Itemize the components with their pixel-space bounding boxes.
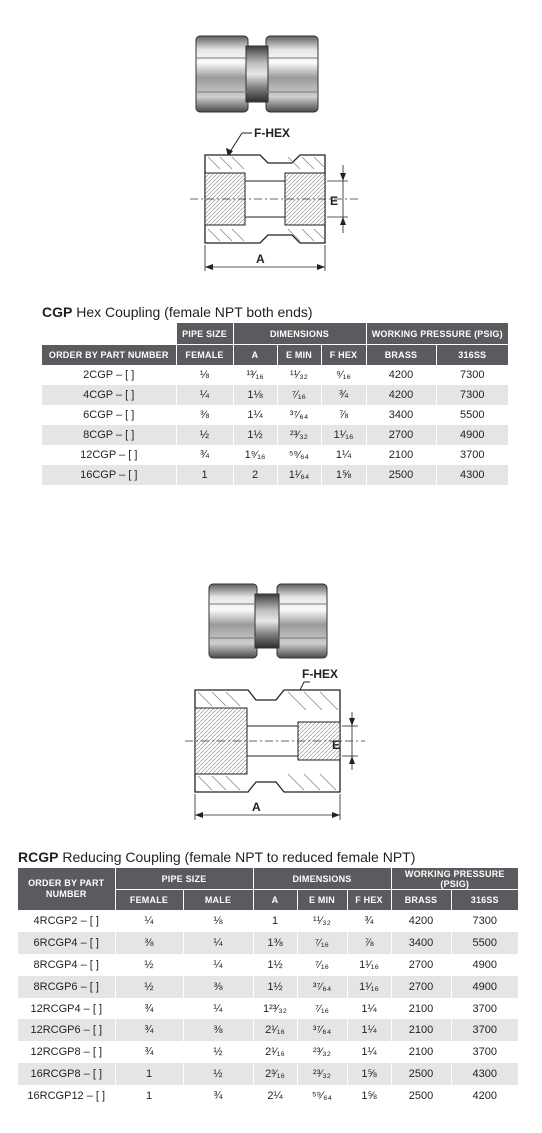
table-cell: 2700 bbox=[366, 425, 436, 445]
table-cell: 1¹⁄₁₆ bbox=[321, 425, 366, 445]
table-cell: 1¼ bbox=[347, 998, 391, 1020]
table-cell: 1½ bbox=[233, 425, 277, 445]
part-number-cell: 16RCGP12 – [ ] bbox=[18, 1085, 115, 1107]
column-header: FEMALE bbox=[176, 345, 233, 366]
table-cell: 5500 bbox=[451, 932, 518, 954]
table-row bbox=[42, 385, 508, 405]
table-cell: 2¹⁄₁₆ bbox=[253, 1019, 297, 1041]
table-cell: 1 bbox=[115, 1085, 183, 1107]
table-cell: ¼ bbox=[115, 910, 183, 932]
table-cell: 1⅝ bbox=[347, 1063, 391, 1085]
table-cell: 1¹⁄₁₆ bbox=[347, 954, 391, 976]
table-cell: ³⁷⁄₆₄ bbox=[297, 976, 347, 998]
table-cell: ⁷⁄₁₆ bbox=[297, 932, 347, 954]
table-cell: ³⁷⁄₆₄ bbox=[297, 1019, 347, 1041]
part-number-cell: 16RCGP8 – [ ] bbox=[18, 1063, 115, 1085]
table-group-header: PIPE SIZE bbox=[176, 323, 233, 345]
table-cell: 3400 bbox=[366, 405, 436, 425]
table-cell: 1¼ bbox=[321, 445, 366, 465]
table-cell: 4300 bbox=[451, 1063, 518, 1085]
table-cell: ⁵⁹⁄₆₄ bbox=[277, 445, 321, 465]
table-cell: 2500 bbox=[391, 1063, 451, 1085]
table-cell: 3700 bbox=[460, 449, 485, 461]
table-cell: 4200 bbox=[366, 365, 436, 385]
table-cell: 2100 bbox=[391, 1019, 451, 1041]
table-cell: ½ bbox=[115, 976, 183, 998]
table-cell: ²³⁄₃₂ bbox=[277, 425, 321, 445]
table-cell: 2¼ bbox=[253, 1085, 297, 1107]
part-number-cell: 6CGP – [ ] bbox=[42, 405, 176, 425]
table-group-header: WORKING PRESSURE (PSIG) bbox=[366, 323, 508, 345]
table-cell: 1¼ bbox=[347, 1041, 391, 1063]
table-cell: 3400 bbox=[391, 932, 451, 954]
table-cell: ²³⁄₃₂ bbox=[297, 1063, 347, 1085]
column-header: BRASS bbox=[391, 890, 451, 911]
table-cell: 5500 bbox=[460, 409, 485, 421]
table-cell: ¾ bbox=[183, 1085, 253, 1107]
table-row bbox=[42, 425, 508, 445]
table-cell: 3700 bbox=[472, 1002, 497, 1015]
table-row bbox=[18, 998, 518, 1020]
table-cell: 3700 bbox=[451, 1019, 518, 1041]
table-row bbox=[18, 1085, 518, 1107]
part-number-cell: 6RCGP4 – [ ] bbox=[18, 932, 115, 954]
table-cell: 4200 bbox=[391, 910, 451, 932]
table-cell: ¾ bbox=[321, 385, 366, 405]
table-cell: ½ bbox=[115, 954, 183, 976]
table-cell: 1¹⁄₁₆ bbox=[347, 976, 391, 998]
column-header: E MIN bbox=[297, 890, 347, 911]
table-cell: 4900 bbox=[451, 976, 518, 998]
table-cell: 2500 bbox=[391, 1085, 451, 1107]
product-code: RCGP bbox=[18, 849, 59, 865]
table-cell: 1⅛ bbox=[233, 385, 277, 405]
table-row bbox=[18, 1019, 518, 1041]
table-cell: ⁷⁄₁₆ bbox=[277, 385, 321, 405]
part-number-cell: 12CGP – [ ] bbox=[42, 445, 176, 465]
table-cell: 2100 bbox=[366, 445, 436, 465]
table-cell: ¼ bbox=[183, 932, 253, 954]
table-cell: 1⅝ bbox=[321, 465, 366, 485]
table-cell: 4200 bbox=[472, 1089, 497, 1102]
product-code: CGP bbox=[42, 304, 73, 320]
table-row bbox=[18, 976, 518, 998]
table-row bbox=[18, 954, 518, 976]
table-cell: ½ bbox=[183, 1041, 253, 1063]
table-cell: 2500 bbox=[366, 465, 436, 485]
table-cell: ½ bbox=[183, 1063, 253, 1085]
table-cell: ⁷⁄₁₆ bbox=[297, 998, 347, 1020]
table-cell: ¹¹⁄₃₂ bbox=[297, 910, 347, 932]
table-cell: ¹³⁄₁₆ bbox=[233, 365, 277, 385]
table-cell: 2700 bbox=[391, 976, 451, 998]
table-row bbox=[42, 365, 508, 385]
column-header: F HEX bbox=[347, 890, 391, 911]
table-cell: ²³⁄₃₂ bbox=[297, 1041, 347, 1063]
table-cell: ¹¹⁄₃₂ bbox=[277, 365, 321, 385]
part-number-cell: 8RCGP6 – [ ] bbox=[18, 976, 115, 998]
f-hex-label: F-HEX bbox=[254, 126, 290, 140]
section-title-rcgp bbox=[18, 849, 415, 865]
part-number-cell: 2CGP – [ ] bbox=[42, 365, 176, 385]
table-cell: 1½ bbox=[253, 954, 297, 976]
table-cell: ⅛ bbox=[183, 910, 253, 932]
table-group-header: PIPE SIZE bbox=[115, 868, 253, 890]
table-cell: ¼ bbox=[176, 385, 233, 405]
table-group-header: WORKING PRESSURE (PSIG) bbox=[391, 868, 518, 890]
rcgp-coupling-photo bbox=[205, 580, 331, 662]
table-cell: ⁷⁄₁₆ bbox=[297, 954, 347, 976]
part-number-cell: 12RCGP6 – [ ] bbox=[18, 1019, 115, 1041]
table-cell: ³⁷⁄₆₄ bbox=[277, 405, 321, 425]
table-cell: 1 bbox=[115, 1063, 183, 1085]
table-row bbox=[42, 405, 508, 425]
table-cell: 7300 bbox=[472, 915, 497, 928]
cgp-coupling-photo bbox=[192, 32, 322, 118]
table-cell: 4300 bbox=[436, 465, 508, 485]
table-cell: 4900 bbox=[436, 425, 508, 445]
table-cell: 2¹⁄₁₆ bbox=[253, 1041, 297, 1063]
table-row bbox=[18, 1063, 518, 1085]
cgp-table bbox=[42, 323, 508, 485]
table-cell: 1 bbox=[176, 465, 233, 485]
part-number-cell: 4RCGP2 – [ ] bbox=[18, 910, 115, 932]
rcgp-table bbox=[18, 868, 518, 1107]
part-number-cell: 12RCGP8 – [ ] bbox=[18, 1041, 115, 1063]
table-cell: 7300 bbox=[460, 369, 485, 381]
column-header: E MIN bbox=[277, 345, 321, 366]
table-cell: ⅜ bbox=[176, 405, 233, 425]
table-cell: 3700 bbox=[472, 1046, 497, 1059]
e-dimension-label: E bbox=[330, 194, 339, 208]
column-header: F HEX bbox=[321, 345, 366, 366]
table-cell: 1¼ bbox=[233, 405, 277, 425]
cgp-section-drawing bbox=[180, 115, 370, 275]
table-cell: 2100 bbox=[391, 1041, 451, 1063]
column-header: A bbox=[233, 345, 277, 366]
table-cell: ¾ bbox=[176, 445, 233, 465]
table-cell: 2³⁄₁₆ bbox=[253, 1063, 297, 1085]
part-number-cell: 12RCGP4 – [ ] bbox=[18, 998, 115, 1020]
product-description: Reducing Coupling (female NPT to reduced female NPT) bbox=[62, 849, 416, 865]
section-title-cgp bbox=[42, 304, 313, 320]
table-cell: 1⁹⁄₁₆ bbox=[233, 445, 277, 465]
table-cell: 1½ bbox=[253, 976, 297, 998]
column-header: A bbox=[253, 890, 297, 911]
column-header: BRASS bbox=[366, 345, 436, 366]
table-cell: ¼ bbox=[183, 954, 253, 976]
column-header: ORDER BY PART NUMBER bbox=[42, 345, 176, 366]
table-group-header: DIMENSIONS bbox=[233, 323, 366, 345]
table-cell: ¾ bbox=[115, 998, 183, 1020]
f-hex-label: F-HEX bbox=[302, 667, 338, 681]
table-group-header: DIMENSIONS bbox=[253, 868, 391, 890]
e-dimension-label: E bbox=[332, 738, 341, 752]
table-row bbox=[42, 445, 508, 465]
table-cell: ½ bbox=[176, 425, 233, 445]
table-cell: ⁹⁄₁₆ bbox=[321, 365, 366, 385]
table-cell: ⅜ bbox=[115, 932, 183, 954]
a-dimension-label: A bbox=[256, 252, 265, 266]
table-cell: ⅜ bbox=[183, 976, 253, 998]
table-cell: 1¼ bbox=[347, 1019, 391, 1041]
part-number-cell: 8RCGP4 – [ ] bbox=[18, 954, 115, 976]
table-cell: 4900 bbox=[472, 958, 497, 971]
table-cell: ⅞ bbox=[347, 932, 391, 954]
table-cell: 1⅜ bbox=[253, 932, 297, 954]
table-row bbox=[42, 465, 508, 485]
column-header: MALE bbox=[183, 890, 253, 911]
table-cell: ¾ bbox=[347, 910, 391, 932]
table-cell: 1¹⁄₆₄ bbox=[277, 465, 321, 485]
table-cell: 1²³⁄₃₂ bbox=[253, 998, 297, 1020]
table-cell: 2700 bbox=[391, 954, 451, 976]
table-cell: 4200 bbox=[366, 385, 436, 405]
table-cell: ⁵⁹⁄₆₄ bbox=[297, 1085, 347, 1107]
table-cell: ⅛ bbox=[176, 365, 233, 385]
table-cell: ¼ bbox=[183, 998, 253, 1020]
table-cell: ⅞ bbox=[321, 405, 366, 425]
part-number-cell: 8CGP – [ ] bbox=[42, 425, 176, 445]
table-row bbox=[18, 932, 518, 954]
column-header: ORDER BY PART NUMBER bbox=[18, 868, 115, 910]
table-cell: 1⅝ bbox=[347, 1085, 391, 1107]
table-cell: ¾ bbox=[115, 1019, 183, 1041]
column-header: 316SS bbox=[436, 345, 508, 366]
a-dimension-label: A bbox=[252, 800, 261, 814]
table-cell: 1 bbox=[253, 910, 297, 932]
table-row bbox=[18, 1041, 518, 1063]
table-row bbox=[18, 910, 518, 932]
column-header: 316SS bbox=[451, 890, 518, 911]
part-number-cell: 16CGP – [ ] bbox=[42, 465, 176, 485]
product-description: Hex Coupling (female NPT both ends) bbox=[76, 304, 313, 320]
table-cell: 2 bbox=[233, 465, 277, 485]
table-header-blank bbox=[42, 323, 176, 345]
table-cell: 2100 bbox=[391, 998, 451, 1020]
rcgp-section-drawing bbox=[180, 662, 380, 822]
part-number-cell: 4CGP – [ ] bbox=[42, 385, 176, 405]
column-header: FEMALE bbox=[115, 890, 183, 911]
table-cell: 7300 bbox=[436, 385, 508, 405]
table-cell: ¾ bbox=[115, 1041, 183, 1063]
table-cell: ⅜ bbox=[183, 1019, 253, 1041]
